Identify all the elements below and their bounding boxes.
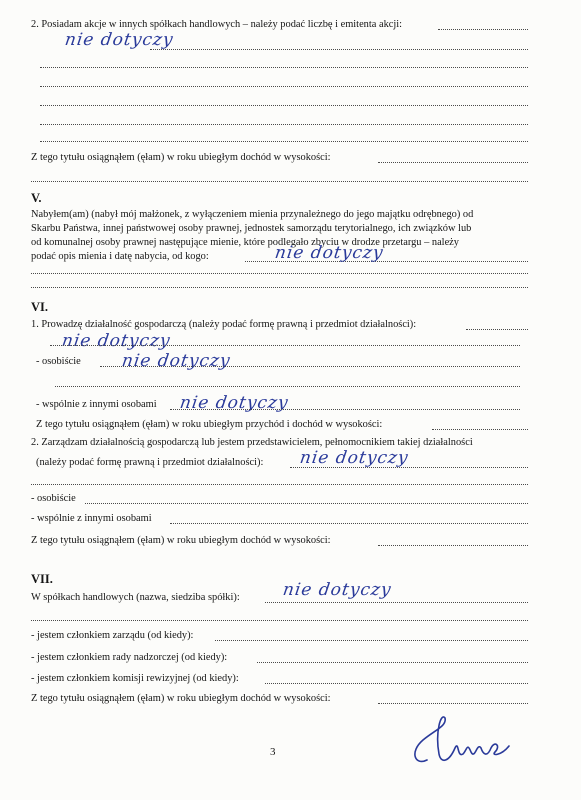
dotted-line xyxy=(170,409,520,410)
dotted-line xyxy=(31,181,528,182)
dotted-line xyxy=(31,484,528,485)
section-v-text-4: podać opis mienia i datę nabycia, od kogo: xyxy=(31,251,209,262)
section-vii-heading: VII. xyxy=(31,572,53,586)
dotted-line xyxy=(170,523,528,524)
dotted-line xyxy=(438,29,528,30)
handwritten-answer[interactable]: nie dotyczy xyxy=(60,331,172,351)
section-v-text-3: od komunalnej osoby prawnej następujące mienie, które podlegało zbyciu w drodze przetargu – należy xyxy=(31,237,459,248)
signature-image xyxy=(405,712,515,770)
handwritten-answer[interactable]: nie dotyczy xyxy=(273,243,385,263)
dotted-line xyxy=(31,273,528,274)
dotted-line xyxy=(40,141,528,142)
personally2-label: - osobiście xyxy=(31,493,76,504)
dotted-line xyxy=(40,124,528,125)
handwritten-answer[interactable]: nie dotyczy xyxy=(63,30,175,50)
section-v-text-1: Nabyłem(am) (nabył mój małżonek, z wyłączeniem mienia przynależnego do jego majątku odrębnego) od xyxy=(31,209,474,220)
dotted-line xyxy=(150,49,528,50)
dotted-line xyxy=(378,703,528,704)
supervisory-board-label: - jestem członkiem rady nadzorczej (od kiedy): xyxy=(31,652,228,663)
board-member-label: - jestem członkiem zarządu (od kiedy): xyxy=(31,630,194,641)
handwritten-answer[interactable]: nie dotyczy xyxy=(281,580,393,600)
dotted-line xyxy=(265,683,528,684)
dotted-line xyxy=(31,620,528,621)
section-v-text-2: Skarbu Państwa, innej państwowej osoby prawnej, jednostek samorządu terytorialnego, ich związków lub xyxy=(31,223,472,234)
handwritten-answer[interactable]: nie dotyczy xyxy=(120,351,232,371)
dotted-line xyxy=(85,503,528,504)
section-vii-income-label: Z tego tytułu osiągnąłem (ęłam) w roku ubiegłym dochód w wysokości: xyxy=(31,693,331,704)
management-income-label: Z tego tytułu osiągnąłem (ęłam) w roku ubiegłym dochód w wysokości: xyxy=(31,535,331,546)
dotted-line xyxy=(55,386,520,387)
dotted-line xyxy=(50,345,520,346)
business-income-label: Z tego tytułu osiągnąłem (ęłam) w roku ubiegłym przychód i dochód w wysokości: xyxy=(36,419,383,430)
section-vi-heading: VI. xyxy=(31,300,49,314)
dotted-line xyxy=(378,162,528,163)
management-question-1: 2. Zarządzam działalnością gospodarczą lub jestem przedstawicielem, pełnomocnikiem takiej działalności xyxy=(31,437,473,448)
dotted-line xyxy=(378,545,528,546)
dotted-line xyxy=(432,429,528,430)
dotted-line xyxy=(40,86,528,87)
dotted-line xyxy=(40,67,528,68)
dotted-line xyxy=(257,662,528,663)
dotted-line xyxy=(31,287,528,288)
handwritten-answer[interactable]: nie dotyczy xyxy=(178,393,290,413)
jointly-label: - wspólnie z innymi osobami xyxy=(36,399,157,410)
audit-committee-label: - jestem członkiem komisji rewizyjnej (od kiedy): xyxy=(31,673,239,684)
dotted-line xyxy=(265,602,528,603)
personally-label: - osobiście xyxy=(36,356,81,367)
management-question-2: (należy podać formę prawną i przedmiot działalności): xyxy=(36,457,264,468)
jointly2-label: - wspólnie z innymi osobami xyxy=(31,513,152,524)
page-number: 3 xyxy=(270,746,276,758)
dotted-line xyxy=(466,329,528,330)
shares-question: 2. Posiadam akcje w innych spółkach handlowych – należy podać liczbę i emitenta akcji: xyxy=(31,19,403,30)
companies-question: W spółkach handlowych (nazwa, siedziba spółki): xyxy=(31,592,240,603)
dotted-line xyxy=(40,105,528,106)
dotted-line xyxy=(215,640,528,641)
business-question: 1. Prowadzę działalność gospodarczą (należy podać formę prawną i przedmiot działalności): xyxy=(31,319,417,330)
shares-income-label: Z tego tytułu osiągnąłem (ęłam) w roku ubiegłym dochód w wysokości: xyxy=(31,152,331,163)
dotted-line xyxy=(100,366,520,367)
section-v-heading: V. xyxy=(31,191,42,205)
handwritten-answer[interactable]: nie dotyczy xyxy=(298,448,410,468)
